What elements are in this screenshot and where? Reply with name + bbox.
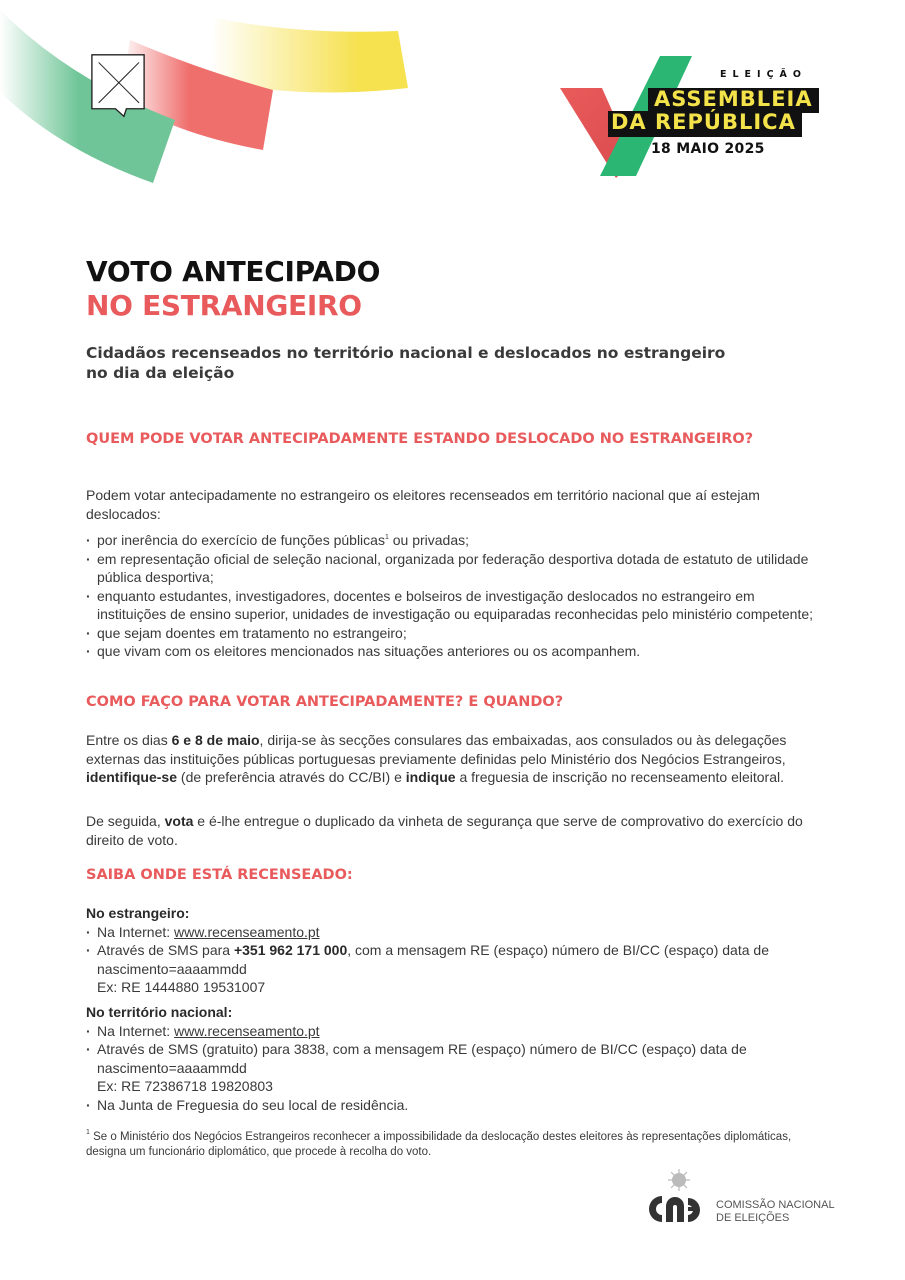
list-item: · Na Internet: www.recenseamento.pt — [86, 1022, 816, 1041]
list-item: · Na Junta de Freguesia do seu local de residência. — [86, 1096, 816, 1115]
abroad-label: No estrangeiro: — [86, 905, 190, 921]
sms-number: +351 962 171 000 — [233, 942, 348, 958]
page-subtitle: Cidadãos recenseados no território nacional e deslocados no estrangeiro no dia da eleição — [86, 344, 726, 382]
indicate-emphasis: indique — [405, 769, 456, 785]
footnote-marker: 1 — [86, 1129, 90, 1136]
section-who-body — [86, 486, 816, 661]
ballot-x-speech-icon — [86, 54, 150, 118]
dates-emphasis: 6 e 8 de maio — [171, 732, 260, 748]
national-label: No território nacional: — [86, 1004, 233, 1020]
section-who-intro: Podem votar antecipadamente no estrangeiro os eleitores recenseados em território nacional que aí estejam deslocados: — [86, 487, 760, 522]
recenseamento-link-abroad[interactable]: www.recenseamento.pt — [174, 923, 320, 940]
eligibility-list — [86, 531, 816, 661]
national-block — [86, 1003, 816, 1114]
page-title-highlight: NO ESTRANGEIRO — [86, 289, 362, 322]
decorative-ribbons — [0, 0, 420, 200]
cne-org-name: COMISSÃO NACIONAL DE ELEIÇÕES — [716, 1199, 835, 1224]
footnote-ref: 1 — [384, 534, 389, 541]
section-heading-how: COMO FAÇO PARA VOTAR ANTECIPADAMENTE? E QUANDO? — [86, 694, 564, 710]
footnote: $^1$ Se o Ministério dos Negócios Estrangeiros reconhecer a impossibilidade da deslocação destes eleitores às representações diplomáticas, designa um funcionário diplomático, que procede à recolha do voto. — [86, 1129, 792, 1158]
list-item: · em representação oficial de seleção nacional, organizada por federação desportiva dotada de estatuto de utilidade pública desportiva; — [86, 550, 816, 587]
election-title-line2: DA REPÚBLICA — [608, 111, 802, 137]
list-item: · Através de SMS para +351 962 171 000, com a mensagem RE (espaço) número de BI/CC (espaço) data de nascimento=aaaammdd Ex: RE 1444880 19531007 — [86, 941, 816, 997]
list-item: · Na Internet: www.recenseamento.pt — [86, 923, 816, 942]
list-item: · Através de SMS (gratuito) para 3838, com a mensagem RE (espaço) número de BI/CC (espaço) data de nascimento=aaaammdd Ex: RE 72386718 19820803 — [86, 1040, 816, 1096]
election-date: 18 MAIO 2025 — [651, 141, 765, 157]
identify-emphasis: identifique-se — [86, 769, 178, 785]
vote-emphasis: vota — [164, 813, 194, 829]
section-how-p1: Entre os dias 6 e 8 de maio, dirija-se às secções consulares das embaixadas, aos consulados ou às delegações externas das instituições públicas portuguesas previamente definidas pelo Ministério dos Negócios Estrangeiros, identifique-se (de preferência através do CC/BI) e indique a freguesia de inscrição no recenseamento eleitoral. — [86, 732, 787, 785]
cne-logo-icon — [644, 1168, 714, 1228]
sms-example: Ex: RE 72386718 19820803 — [97, 1078, 273, 1094]
list-item: · que vivam com os eleitores mencionados nas situações anteriores ou os acompanhem. — [86, 642, 816, 661]
list-item: · enquanto estudantes, investigadores, docentes e bolseiros de investigação deslocados no estrangeiro em instituições de ensino superior, unidades de investigação ou equiparadas reconhecidas pelo ministério competente; — [86, 587, 816, 624]
recenseamento-link-national[interactable]: www.recenseamento.pt — [174, 1022, 320, 1039]
list-item: · que sejam doentes em tratamento no estrangeiro; — [86, 624, 816, 643]
election-kicker: ELEIÇÃO — [720, 69, 807, 80]
sms-example: Ex: RE 1444880 19531007 — [97, 979, 266, 995]
section-how-p2: De seguida, vota e é-lhe entregue o duplicado da vinheta de segurança que serve de comprovativo do exercício do direito de voto. — [86, 813, 803, 848]
abroad-block — [86, 904, 816, 997]
election-title-line1: ASSEMBLEIA — [648, 88, 819, 113]
list-item: · por inerência do exercício de funções públicas$^1$ ou privadas; — [86, 531, 816, 550]
page-title: VOTO ANTECIPADO — [86, 255, 381, 288]
section-heading-where: SAIBA ONDE ESTÁ RECENSEADO: — [86, 867, 353, 883]
section-heading-who: QUEM PODE VOTAR ANTECIPADAMENTE ESTANDO DESLOCADO NO ESTRANGEIRO? — [86, 431, 754, 447]
